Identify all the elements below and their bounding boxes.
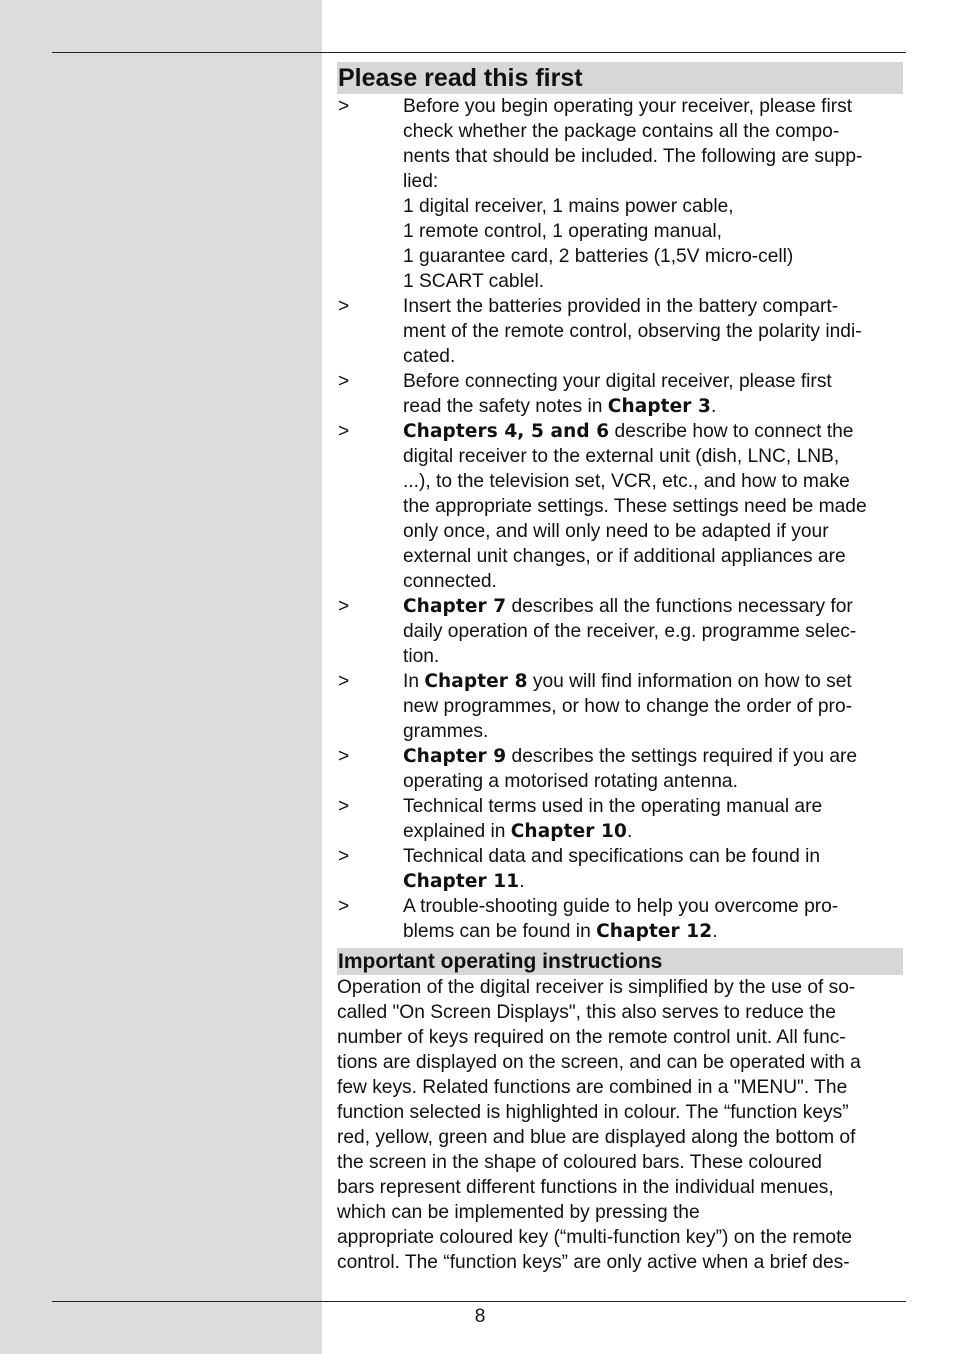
list-item-text <box>403 744 903 794</box>
text-run: operating a motorised rotating antenna. <box>403 771 738 792</box>
text-line <box>403 144 903 169</box>
text-run: check whether the package contains all the compo- <box>403 121 840 142</box>
bullet-marker: > <box>338 671 350 692</box>
text-run: describes all the functions necessary for <box>506 596 853 617</box>
text-run: only once, and will only need to be adapted if your <box>403 521 829 542</box>
text-run: grammes. <box>403 721 489 742</box>
chapter-reference: Chapter 10 <box>510 821 627 842</box>
list-item-text <box>403 419 903 594</box>
text-run: . <box>519 871 525 892</box>
text-line <box>403 594 903 619</box>
text-line <box>403 219 903 244</box>
text-run: describe how to connect the <box>609 421 854 442</box>
list-item <box>337 669 903 744</box>
text-run: daily operation of the receiver, e.g. programme selec- <box>403 621 857 642</box>
text-run: Before connecting your digital receiver, please first <box>403 371 832 392</box>
paragraph-line: the screen in the shape of coloured bars. These coloured <box>337 1152 822 1173</box>
paragraph-line: bars represent different functions in the individual menues, <box>337 1177 834 1198</box>
text-line <box>403 794 903 819</box>
top-rule <box>52 52 906 53</box>
text-run: digital receiver to the external unit (dish, LNC, LNB, <box>403 446 840 467</box>
paragraph-line: appropriate coloured key (“multi-function key”) on the remote <box>337 1227 853 1248</box>
text-line <box>403 694 903 719</box>
text-line <box>403 919 903 944</box>
text-line <box>403 369 903 394</box>
text-line <box>403 744 903 769</box>
text-run: 1 guarantee card, 2 batteries (1,5V micro-cell) <box>403 246 794 267</box>
text-line <box>403 469 903 494</box>
text-line <box>403 194 903 219</box>
text-line <box>403 344 903 369</box>
paragraph-line: tions are displayed on the screen, and can be operated with a <box>337 1052 861 1073</box>
bullet-marker: > <box>338 96 350 117</box>
text-line <box>403 569 903 594</box>
text-line <box>403 119 903 144</box>
text-run: Insert the batteries provided in the battery compart- <box>403 296 839 317</box>
chapter-reference: Chapter 3 <box>607 396 711 417</box>
text-line <box>403 894 903 919</box>
text-run: A trouble-shooting guide to help you overcome pro- <box>403 896 839 917</box>
text-line <box>403 644 903 669</box>
text-run: . <box>711 396 717 417</box>
list-item <box>337 94 903 294</box>
text-run: ment of the remote control, observing the polarity indi- <box>403 321 862 342</box>
chapter-reference: Chapter 7 <box>403 596 507 617</box>
paragraph-line: red, yellow, green and blue are displayed along the bottom of <box>337 1127 856 1148</box>
bullet-marker: > <box>338 296 350 317</box>
paragraph-line: called "On Screen Displays", this also serves to reduce the <box>337 1002 836 1023</box>
bullet-marker: > <box>338 596 350 617</box>
text-line <box>403 94 903 119</box>
left-margin-band <box>0 0 322 1354</box>
text-line <box>403 869 903 894</box>
list-item <box>337 744 903 794</box>
text-line <box>403 819 903 844</box>
bullet-marker: > <box>338 896 350 917</box>
text-line <box>403 269 903 294</box>
text-line <box>403 169 903 194</box>
list-item-text <box>403 794 903 844</box>
bullet-marker: > <box>338 371 350 392</box>
text-line <box>403 319 903 344</box>
text-run: Technical terms used in the operating manual are <box>403 796 823 817</box>
page-content <box>337 62 903 1275</box>
text-run: connected. <box>403 571 497 592</box>
text-run: 1 digital receiver, 1 mains power cable, <box>403 196 734 217</box>
text-run: blems can be found in <box>403 921 597 942</box>
chapter-reference: Chapter 12 <box>596 921 713 942</box>
text-run: you will find information on how to set <box>527 671 852 692</box>
text-run: 1 remote control, 1 operating manual, <box>403 221 722 242</box>
list-item <box>337 894 903 944</box>
text-line <box>403 244 903 269</box>
text-run: new programmes, or how to change the order of pro- <box>403 696 853 717</box>
list-item <box>337 794 903 844</box>
text-run: nents that should be included. The following are supp- <box>403 146 863 167</box>
paragraph-line: Operation of the digital receiver is simplified by the use of so- <box>337 977 856 998</box>
text-run: 1 SCART cablel. <box>403 271 545 292</box>
text-line <box>403 669 903 694</box>
instruction-list <box>337 94 903 944</box>
paragraph-line: function selected is highlighted in colour. The “function keys” <box>337 1102 849 1123</box>
page-number: 8 <box>474 1306 486 1327</box>
text-run: the appropriate settings. These settings need be made <box>403 496 867 517</box>
operating-instructions-paragraph <box>337 975 903 1275</box>
list-item-text <box>403 669 903 744</box>
text-line <box>403 719 903 744</box>
bottom-rule <box>52 1301 906 1302</box>
chapter-reference: Chapter 9 <box>403 746 507 767</box>
chapter-reference: Chapter 11 <box>403 871 520 892</box>
text-run: cated. <box>403 346 456 367</box>
list-item <box>337 419 903 594</box>
list-item-text <box>403 594 903 669</box>
paragraph-line: control. The “function keys” are only active when a brief des- <box>337 1252 850 1273</box>
paragraph-line: number of keys required on the remote control unit. All func- <box>337 1027 846 1048</box>
text-run: Technical data and specifications can be found in <box>403 846 821 867</box>
text-run: . <box>712 921 718 942</box>
text-line <box>403 619 903 644</box>
text-run: tion. <box>403 646 440 667</box>
list-item-text <box>403 894 903 944</box>
text-run: describes the settings required if you are <box>506 746 858 767</box>
chapter-reference: Chapter 8 <box>424 671 528 692</box>
list-item <box>337 844 903 894</box>
text-line <box>403 444 903 469</box>
text-line <box>403 769 903 794</box>
bullet-marker: > <box>338 421 350 442</box>
list-item-text <box>403 94 903 294</box>
paragraph-line: few keys. Related functions are combined in a "MENU". The <box>337 1077 848 1098</box>
text-line <box>403 494 903 519</box>
chapter-reference: Chapters 4, 5 and 6 <box>403 421 610 442</box>
list-item <box>337 369 903 419</box>
text-run: external unit changes, or if additional appliances are <box>403 546 846 567</box>
text-run: Before you begin operating your receiver, please first <box>403 96 853 117</box>
bullet-marker: > <box>338 846 350 867</box>
text-run: read the safety notes in <box>403 396 608 417</box>
text-line <box>403 844 903 869</box>
text-run: explained in <box>403 821 511 842</box>
list-item-text <box>403 844 903 894</box>
list-item-text <box>403 369 903 419</box>
text-line <box>403 419 903 444</box>
text-run: ...), to the television set, VCR, etc., and how to make <box>403 471 850 492</box>
text-line <box>403 544 903 569</box>
text-run: . <box>626 821 633 842</box>
text-run: In <box>403 671 425 692</box>
paragraph-line: which can be implemented by pressing the <box>337 1202 700 1223</box>
section-heading: Please read this first <box>337 62 903 94</box>
text-line <box>403 294 903 319</box>
list-item <box>337 294 903 369</box>
list-item <box>337 594 903 669</box>
bullet-marker: > <box>338 746 350 767</box>
bullet-marker: > <box>338 796 350 817</box>
text-line <box>403 394 903 419</box>
subsection-heading: Important operating instructions <box>337 948 903 975</box>
list-item-text <box>403 294 903 369</box>
text-run: lied: <box>403 171 439 192</box>
text-line <box>403 519 903 544</box>
